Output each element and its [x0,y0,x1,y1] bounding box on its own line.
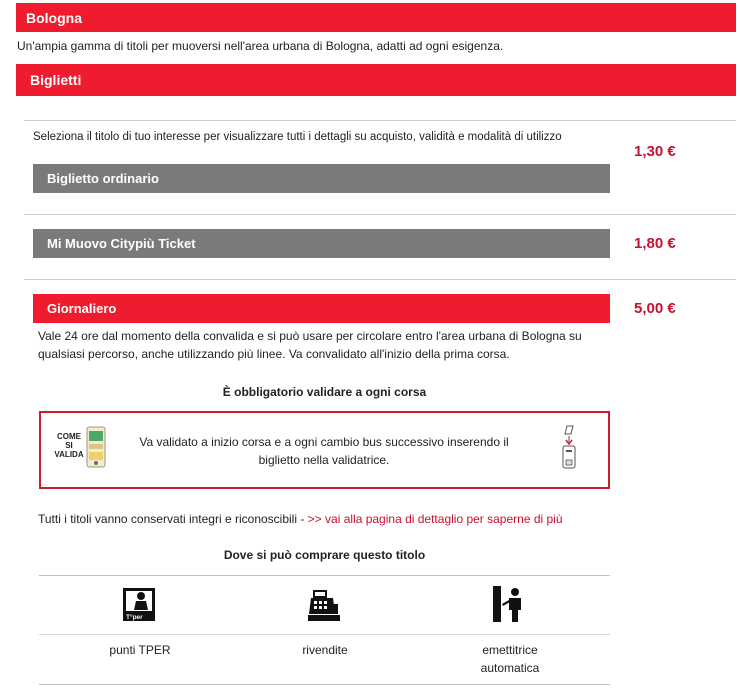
ticket-machine-icon [489,584,529,624]
ticket-office-icon [120,584,160,624]
divider [24,214,736,215]
ticket-label: Mi Muovo Citypiù Ticket [47,236,196,251]
purchase-point-label: emettitrice automatica [480,643,540,675]
ticket-ordinario-toggle[interactable] [33,164,610,193]
divider [24,120,736,121]
section-header [16,64,736,96]
where-heading: Dove si può comprare questo titolo [223,548,426,562]
ticket-price: 5,00 € [634,300,676,317]
ticket-label: Biglietto ordinario [47,171,159,186]
ticket-description: Vale 24 ore dal momento della convalida e si può usare per circolare entro l'area urbana di Bologna su qualsiasi percorso, anche utilizzando più linee. Va convalidato all'inizio della prima corsa. [38,329,582,361]
ticket-card-icon [84,425,108,469]
cash-register-icon [304,584,344,624]
validator-machine-icon [559,424,579,474]
city-title: Bologna [26,9,82,26]
conserve-text: Tutti i titoli vanno conservati integri e riconoscibili - [38,512,308,526]
tper-logo-text: T°per [126,614,143,621]
validation-notice [39,411,610,489]
conserve-note [38,510,638,528]
select-hint: Seleziona il titolo di tuo interesse per visualizzare tutti i dettagli su acquisto, validità e modalità di utilizzo [33,131,562,143]
city-header [16,3,736,32]
purchase-point-label: rivendite [302,643,348,657]
ticket-price: 1,80 € [634,235,676,252]
come-si-valida-badge: COME SI VALIDA [53,425,117,469]
ticket-label: Giornaliero [47,301,117,316]
validation-instructions: Va validato a inizio corsa e a ogni cambio bus successivo inserendo il biglietto nella validatrice. [139,435,509,467]
table-rule [39,575,610,576]
intro-text: Un'ampia gamma di titoli per muoversi nell'area urbana di Bologna, adatti ad ogni esigenza. [17,39,504,53]
purchase-point-label: punti TPER [109,643,171,657]
validation-heading: È obbligatorio validare a ogni corsa [222,385,427,399]
ticket-price: 1,30 € [634,143,676,160]
ticket-giornaliero-toggle[interactable] [33,294,610,323]
ticket-citypiu-toggle[interactable] [33,229,610,258]
details-link[interactable]: >> vai alla pagina di dettaglio per saperne di più [307,512,563,526]
table-rule [39,684,610,685]
section-title: Biglietti [30,72,82,88]
divider [24,279,736,280]
table-rule [39,634,610,635]
